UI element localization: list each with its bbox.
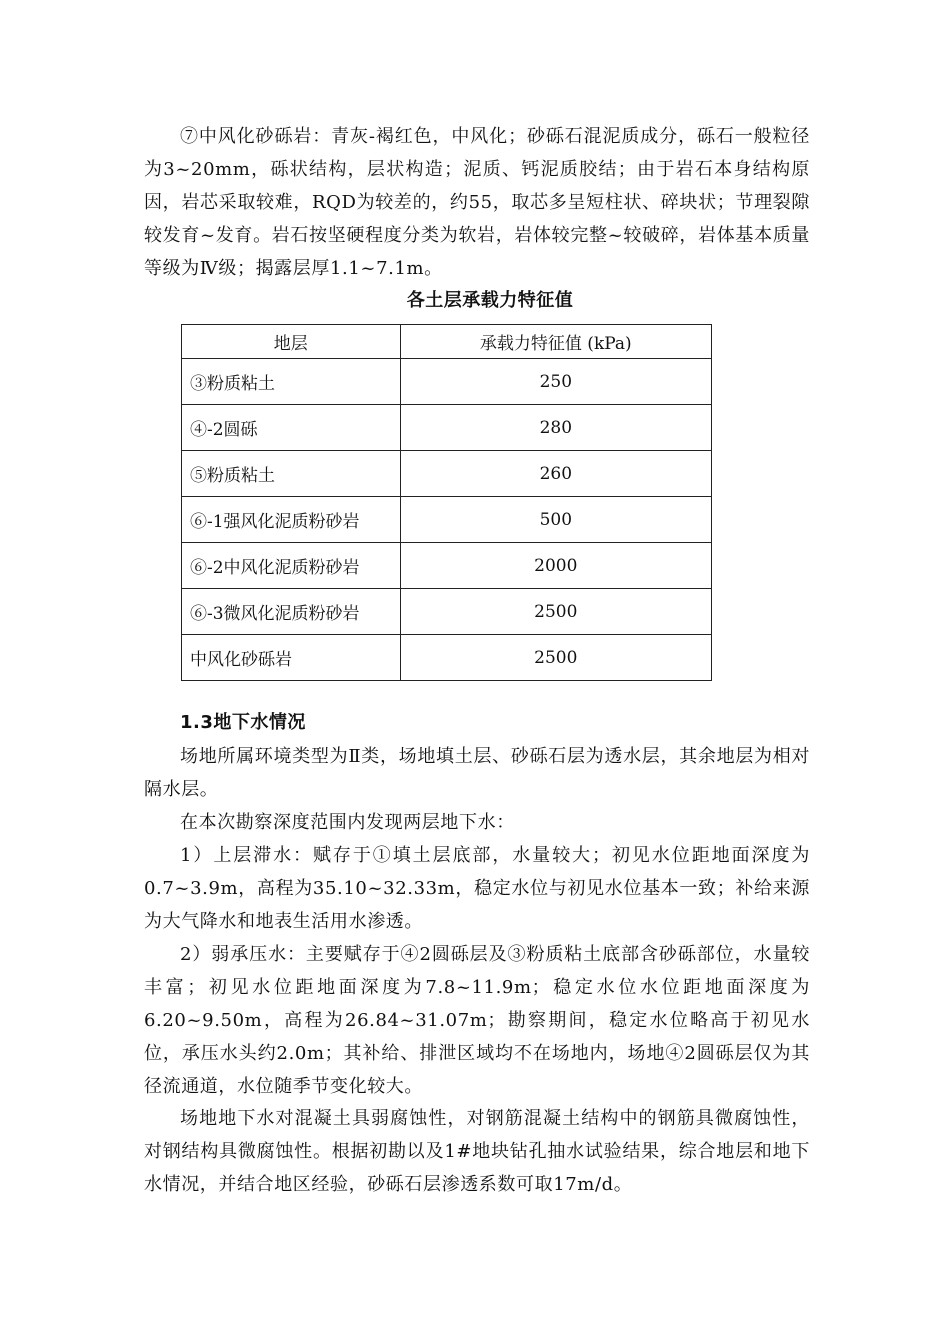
- table-header-row: [182, 325, 712, 359]
- table-row: [182, 543, 712, 589]
- paragraph-groundwater-intro: 在本次勘察深度范围内发现两层地下水：: [180, 812, 515, 833]
- table-row: [182, 589, 712, 635]
- bearing-value: 250: [400, 359, 711, 405]
- bearing-value: 280: [400, 405, 711, 451]
- bearing-value: 2500: [400, 635, 711, 681]
- layer-name: ③粉质粘土: [182, 359, 401, 405]
- header-layer: 地层: [182, 325, 401, 359]
- table-row: [182, 635, 712, 681]
- layer-name: ④-2圆砾: [182, 405, 401, 451]
- bearing-capacity-table: [181, 324, 712, 681]
- layer-name: ⑥-3微风化泥质粉砂岩: [182, 589, 401, 635]
- bearing-value: 260: [400, 451, 711, 497]
- bearing-value: 2000: [400, 543, 711, 589]
- layer-name: 中风化砂砾岩: [182, 635, 401, 681]
- bearing-value: 500: [400, 497, 711, 543]
- table-row: [182, 497, 712, 543]
- paragraph-corrosivity: 场地地下水对混凝土具弱腐蚀性，对钢筋混凝土结构中的钢筋具微腐蚀性，对钢结构具微腐蚀性。根据初勘以及1#地块钻孔抽水试验结果，综合地层和地下水情况，并结合地区经验，砂砾石层渗透系数可取17m/d。: [144, 1108, 810, 1195]
- layer-name: ⑥-2中风化泥质粉砂岩: [182, 543, 401, 589]
- table-row: [182, 359, 712, 405]
- layer-name: ⑤粉质粘土: [182, 451, 401, 497]
- bearing-value: 2500: [400, 589, 711, 635]
- table-row: [182, 451, 712, 497]
- paragraph-environment-type: 场地所属环境类型为Ⅱ类，场地填土层、砂砾石层为透水层，其余地层为相对隔水层。: [144, 746, 810, 800]
- intro-paragraph: ⑦中风化砂砾岩：青灰-褐红色，中风化；砂砾石混泥质成分，砾石一般粒径为3~20mm，砾状结构，层状构造；泥质、钙泥质胶结；由于岩石本身结构原因，岩芯采取较难，RQD为较差的，约55，取芯多呈短柱状、碎块状；节理裂隙较发育~发育。岩石按坚硬程度分类为软岩，岩体较完整~较破碎，岩体基本质量等级为Ⅳ级；揭露层厚1.1~7.1m。: [144, 126, 810, 279]
- table-title: 各土层承载力特征值: [406, 290, 574, 311]
- section-heading: 1.3地下水情况: [180, 712, 306, 733]
- layer-name: ⑥-1强风化泥质粉砂岩: [182, 497, 401, 543]
- paragraph-confined-water: 2）弱承压水：主要赋存于④2圆砾层及③粉质粘土底部含砂砾部位，水量较丰富；初见水位距地面深度为7.8~11.9m；稳定水位水位距地面深度为6.20~9.50m，高程为26.84~31.07m；勘察期间，稳定水位略高于初见水位，承压水头约2.0m；其补给、排泄区域均不在场地内，场地④2圆砾层仅为其径流通道，水位随季节变化较大。: [144, 944, 810, 1097]
- header-bearing-value: 承载力特征值 (kPa): [400, 325, 711, 359]
- table-row: [182, 405, 712, 451]
- paragraph-perched-water: 1）上层滞水：赋存于①填土层底部，水量较大；初见水位距地面深度为0.7~3.9m，高程为35.10~32.33m，稳定水位与初见水位基本一致；补给来源为大气降水和地表生活用水渗透。: [144, 845, 810, 932]
